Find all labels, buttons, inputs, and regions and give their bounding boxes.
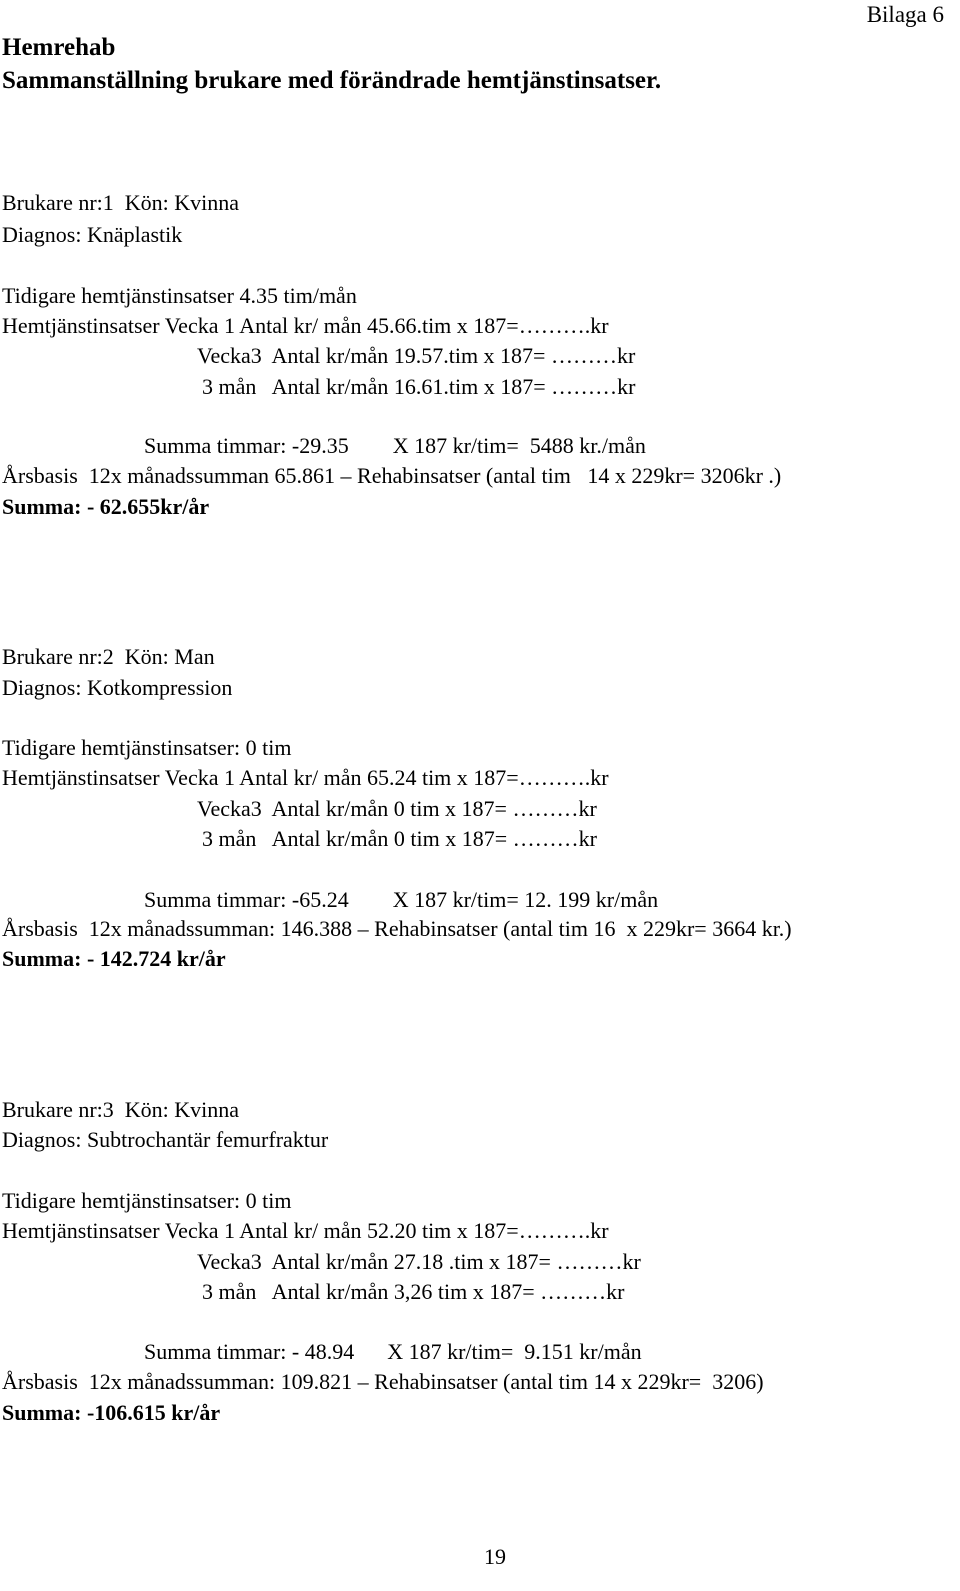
diagnosis: Diagnos: Subtrochantär femurfraktur	[2, 1127, 329, 1152]
previous-services: Tidigare hemtjänstinsatser 4.35 tim/mån	[2, 283, 357, 308]
diagnosis: Diagnos: Knäplastik	[2, 222, 183, 247]
document-title: Hemrehab	[2, 34, 116, 61]
previous-services: Tidigare hemtjänstinsatser: 0 tim	[2, 735, 292, 760]
services-month3: 3 mån Antal kr/mån 0 tim x 187= ………kr	[202, 826, 597, 851]
page-number: 19	[484, 1544, 506, 1569]
appendix-label: Bilaga 6	[866, 2, 944, 27]
services-week3: Vecka3 Antal kr/mån 19.57.tim x 187= ………kr	[197, 343, 636, 368]
patient-info: Brukare nr:1 Kön: Kvinna	[2, 190, 240, 215]
sum-hours: Summa timmar: -29.35 X 187 kr/tim= 5488 kr./mån	[144, 433, 646, 458]
services-week1: Hemtjänstinsatser Vecka 1 Antal kr/ mån 45.66.tim x 187=……….kr	[2, 313, 609, 338]
diagnosis: Diagnos: Kotkompression	[2, 675, 233, 700]
services-month3: 3 mån Antal kr/mån 16.61.tim x 187= ………kr	[202, 374, 636, 399]
services-week3: Vecka3 Antal kr/mån 27.18 .tim x 187= ………kr	[197, 1249, 641, 1274]
services-week1: Hemtjänstinsatser Vecka 1 Antal kr/ mån 52.20 tim x 187=……….kr	[2, 1218, 609, 1243]
annual-basis: Årsbasis 12x månadssumman: 109.821 – Rehabinsatser (antal tim 14 x 229kr= 3206)	[2, 1369, 764, 1394]
patient-info: Brukare nr:3 Kön: Kvinna	[2, 1097, 240, 1122]
annual-basis: Årsbasis 12x månadssumman: 146.388 – Rehabinsatser (antal tim 16 x 229kr= 3664 kr.)	[2, 916, 792, 941]
sum-hours: Summa timmar: - 48.94 X 187 kr/tim= 9.151 kr/mån	[144, 1339, 642, 1364]
annual-total: Summa: -106.615 kr/år	[2, 1400, 221, 1425]
services-week1: Hemtjänstinsatser Vecka 1 Antal kr/ mån 65.24 tim x 187=……….kr	[2, 765, 609, 790]
services-month3: 3 mån Antal kr/mån 3,26 tim x 187= ………kr	[202, 1279, 625, 1304]
patient-info: Brukare nr:2 Kön: Man	[2, 644, 215, 669]
sum-hours: Summa timmar: -65.24 X 187 kr/tim= 12. 199 kr/mån	[144, 887, 659, 912]
annual-total: Summa: - 62.655kr/år	[2, 494, 210, 519]
annual-total: Summa: - 142.724 kr/år	[2, 946, 226, 971]
services-week3: Vecka3 Antal kr/mån 0 tim x 187= ………kr	[197, 796, 597, 821]
document-subtitle: Sammanställning brukare med förändrade hemtjänstinsatser.	[2, 67, 662, 94]
previous-services: Tidigare hemtjänstinsatser: 0 tim	[2, 1188, 292, 1213]
annual-basis: Årsbasis 12x månadssumman 65.861 – Rehabinsatser (antal tim 14 x 229kr= 3206kr .)	[2, 463, 782, 488]
